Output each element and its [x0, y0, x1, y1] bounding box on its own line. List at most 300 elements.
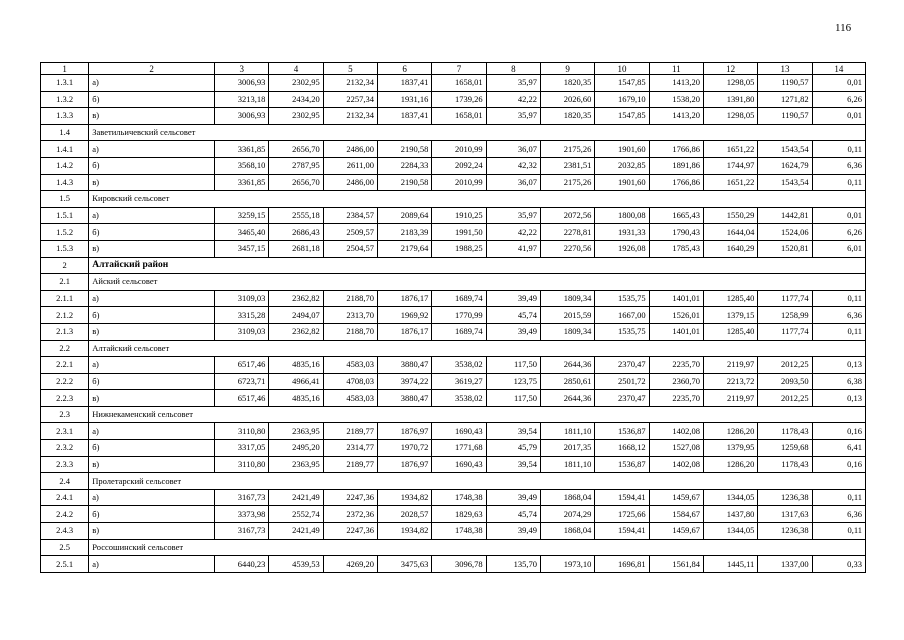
table-cell: 2302,95 — [269, 108, 323, 125]
row-code: 2.1.3 — [41, 323, 89, 340]
table-cell: 2370,47 — [595, 357, 649, 374]
table-cell: 1437,80 — [703, 506, 757, 523]
table-cell: 2028,57 — [378, 506, 432, 523]
table-cell: 3109,03 — [215, 323, 269, 340]
row-variant: в) — [89, 523, 215, 540]
table-cell: 2372,36 — [323, 506, 377, 523]
row-code: 2.3.2 — [41, 440, 89, 457]
row-code: 2.3.3 — [41, 456, 89, 473]
table-cell: 0,16 — [812, 456, 865, 473]
table-cell: 1988,25 — [432, 240, 486, 257]
table-cell: 1236,38 — [758, 489, 812, 506]
table-cell: 1790,43 — [649, 224, 703, 241]
row-code: 2.5.1 — [41, 556, 89, 573]
column-header: 13 — [758, 63, 812, 75]
table-cell: 2015,59 — [541, 307, 595, 324]
table-cell: 2010,99 — [432, 174, 486, 191]
table-cell: 0,11 — [812, 290, 865, 307]
row-code: 2.2.1 — [41, 357, 89, 374]
table-cell: 6,38 — [812, 373, 865, 390]
table-cell: 3465,40 — [215, 224, 269, 241]
table-cell: 123,75 — [486, 373, 540, 390]
group-row — [41, 191, 866, 208]
column-header: 14 — [812, 63, 865, 75]
council-name: Алтайский сельсовет — [89, 340, 866, 357]
table-cell: 2370,47 — [595, 390, 649, 407]
table-cell: 6,26 — [812, 91, 865, 108]
table-cell: 1901,60 — [595, 174, 649, 191]
table-cell: 1689,74 — [432, 323, 486, 340]
column-header: 11 — [649, 63, 703, 75]
table-cell: 2363,95 — [269, 456, 323, 473]
table-cell: 1820,35 — [541, 75, 595, 92]
row-code: 1.4 — [41, 124, 89, 141]
table-cell: 2501,72 — [595, 373, 649, 390]
table-cell: 4835,16 — [269, 390, 323, 407]
table-cell: 1800,08 — [595, 207, 649, 224]
row-code: 2.5 — [41, 539, 89, 556]
table-cell: 2188,70 — [323, 323, 377, 340]
table-cell: 0,13 — [812, 390, 865, 407]
table-cell: 6440,23 — [215, 556, 269, 573]
table-row — [41, 390, 866, 407]
table-cell: 0,01 — [812, 108, 865, 125]
table-cell: 1809,34 — [541, 323, 595, 340]
row-code: 2.4.3 — [41, 523, 89, 540]
row-code: 2.1 — [41, 274, 89, 291]
table-cell: 1520,81 — [758, 240, 812, 257]
table-row — [41, 307, 866, 324]
table-cell: 3568,10 — [215, 157, 269, 174]
table-row — [41, 157, 866, 174]
row-variant: б) — [89, 91, 215, 108]
table-cell: 2012,25 — [758, 390, 812, 407]
table-cell: 2644,36 — [541, 390, 595, 407]
table-cell: 1445,11 — [703, 556, 757, 573]
table-cell: 2190,58 — [378, 141, 432, 158]
table-cell: 3167,73 — [215, 489, 269, 506]
table-cell: 1748,38 — [432, 523, 486, 540]
table-cell: 1658,01 — [432, 108, 486, 125]
table-cell: 2434,20 — [269, 91, 323, 108]
table-cell: 35,97 — [486, 207, 540, 224]
table-cell: 1344,05 — [703, 489, 757, 506]
row-variant: в) — [89, 240, 215, 257]
table-cell: 2850,61 — [541, 373, 595, 390]
table-cell: 42,32 — [486, 157, 540, 174]
table-cell: 2644,36 — [541, 357, 595, 374]
table-cell: 2026,60 — [541, 91, 595, 108]
table-cell: 2247,36 — [323, 523, 377, 540]
group-row — [41, 340, 866, 357]
row-variant: б) — [89, 440, 215, 457]
row-variant: а) — [89, 141, 215, 158]
table-cell: 1344,05 — [703, 523, 757, 540]
table-cell: 3619,27 — [432, 373, 486, 390]
table-cell: 1561,84 — [649, 556, 703, 573]
table-cell: 3096,78 — [432, 556, 486, 573]
table-cell: 2362,82 — [269, 290, 323, 307]
table-cell: 1667,00 — [595, 307, 649, 324]
column-header: 5 — [323, 63, 377, 75]
table-cell: 2213,72 — [703, 373, 757, 390]
table-cell: 2119,97 — [703, 390, 757, 407]
group-row — [41, 473, 866, 490]
table-cell: 1285,40 — [703, 290, 757, 307]
table-row — [41, 75, 866, 92]
table-cell: 0,11 — [812, 141, 865, 158]
table-cell: 36,07 — [486, 141, 540, 158]
table-cell: 1811,10 — [541, 423, 595, 440]
table-cell: 2017,35 — [541, 440, 595, 457]
row-code: 2.2.2 — [41, 373, 89, 390]
table-cell: 3317,05 — [215, 440, 269, 457]
table-cell: 0,33 — [812, 556, 865, 573]
table-cell: 3213,18 — [215, 91, 269, 108]
table-cell: 1744,97 — [703, 157, 757, 174]
row-code: 2.4.1 — [41, 489, 89, 506]
table-cell: 1298,05 — [703, 75, 757, 92]
table-cell: 2381,51 — [541, 157, 595, 174]
row-code: 1.5.1 — [41, 207, 89, 224]
table-row — [41, 91, 866, 108]
table-cell: 4583,03 — [323, 357, 377, 374]
row-code: 1.5.2 — [41, 224, 89, 241]
row-code: 1.4.1 — [41, 141, 89, 158]
table-cell: 2132,34 — [323, 75, 377, 92]
council-name: Айский сельсовет — [89, 274, 866, 291]
table-cell: 39,54 — [486, 423, 540, 440]
table-cell: 3538,02 — [432, 357, 486, 374]
table-cell: 2495,20 — [269, 440, 323, 457]
table-cell: 2504,57 — [323, 240, 377, 257]
table-row — [41, 207, 866, 224]
row-variant: б) — [89, 307, 215, 324]
table-cell: 1926,08 — [595, 240, 649, 257]
table-cell: 6,36 — [812, 506, 865, 523]
table-cell: 6,36 — [812, 157, 865, 174]
table-cell: 2384,57 — [323, 207, 377, 224]
table-cell: 3315,28 — [215, 307, 269, 324]
column-header: 4 — [269, 63, 323, 75]
table-cell: 1178,43 — [758, 456, 812, 473]
row-variant: в) — [89, 323, 215, 340]
table-cell: 0,11 — [812, 323, 865, 340]
table-cell: 1934,82 — [378, 489, 432, 506]
table-cell: 0,01 — [812, 207, 865, 224]
table-cell: 1402,08 — [649, 456, 703, 473]
table-cell: 3974,22 — [378, 373, 432, 390]
table-cell: 3373,98 — [215, 506, 269, 523]
table-cell: 6517,46 — [215, 390, 269, 407]
table-row — [41, 224, 866, 241]
table-cell: 1931,33 — [595, 224, 649, 241]
table-cell: 2486,00 — [323, 174, 377, 191]
table-cell: 1725,66 — [595, 506, 649, 523]
table-cell: 1624,79 — [758, 157, 812, 174]
table-cell: 2189,77 — [323, 423, 377, 440]
table-cell: 1594,41 — [595, 489, 649, 506]
table-cell: 2179,64 — [378, 240, 432, 257]
table-cell: 1651,22 — [703, 174, 757, 191]
council-name: Заветильичевский сельсовет — [89, 124, 866, 141]
table-row — [41, 357, 866, 374]
table-cell: 1286,20 — [703, 423, 757, 440]
table-cell: 3110,80 — [215, 456, 269, 473]
row-code: 1.3.1 — [41, 75, 89, 92]
table-cell: 1644,04 — [703, 224, 757, 241]
table-cell: 41,97 — [486, 240, 540, 257]
table-cell: 3361,85 — [215, 174, 269, 191]
row-code: 2.1.2 — [41, 307, 89, 324]
table-cell: 135,70 — [486, 556, 540, 573]
table-cell: 1317,63 — [758, 506, 812, 523]
table-cell: 2363,95 — [269, 423, 323, 440]
table-cell: 1696,81 — [595, 556, 649, 573]
table-cell: 1651,22 — [703, 141, 757, 158]
table-cell: 2183,39 — [378, 224, 432, 241]
table-cell: 2175,26 — [541, 141, 595, 158]
table-cell: 2278,81 — [541, 224, 595, 241]
table-cell: 1820,35 — [541, 108, 595, 125]
row-code: 1.3.3 — [41, 108, 89, 125]
table-cell: 6,36 — [812, 307, 865, 324]
table-cell: 3880,47 — [378, 390, 432, 407]
row-variant: а) — [89, 357, 215, 374]
table-cell: 1236,38 — [758, 523, 812, 540]
table-cell: 2189,77 — [323, 456, 377, 473]
table-cell: 1876,97 — [378, 423, 432, 440]
table-cell: 2235,70 — [649, 357, 703, 374]
group-row — [41, 539, 866, 556]
table-cell: 1891,86 — [649, 157, 703, 174]
table-row — [41, 456, 866, 473]
table-cell: 1766,86 — [649, 174, 703, 191]
row-variant: а) — [89, 207, 215, 224]
table-row — [41, 108, 866, 125]
table-cell: 3538,02 — [432, 390, 486, 407]
table-cell: 1526,01 — [649, 307, 703, 324]
table-cell: 1811,10 — [541, 456, 595, 473]
table-row — [41, 323, 866, 340]
table-cell: 0,13 — [812, 357, 865, 374]
row-code: 1.4.3 — [41, 174, 89, 191]
column-header: 1 — [41, 63, 89, 75]
table-cell: 2656,70 — [269, 141, 323, 158]
table-cell: 4583,03 — [323, 390, 377, 407]
table-cell: 3259,15 — [215, 207, 269, 224]
table-row — [41, 489, 866, 506]
table-cell: 1535,75 — [595, 323, 649, 340]
table-cell: 1190,57 — [758, 75, 812, 92]
table-cell: 1901,60 — [595, 141, 649, 158]
table-cell: 1177,74 — [758, 323, 812, 340]
table-cell: 2010,99 — [432, 141, 486, 158]
column-header: 12 — [703, 63, 757, 75]
table-cell: 3880,47 — [378, 357, 432, 374]
table-cell: 2270,56 — [541, 240, 595, 257]
table-cell: 39,49 — [486, 489, 540, 506]
table-cell: 2611,00 — [323, 157, 377, 174]
table-cell: 1771,68 — [432, 440, 486, 457]
table-cell: 1543,54 — [758, 141, 812, 158]
table-cell: 0,11 — [812, 523, 865, 540]
district-row — [41, 257, 866, 274]
row-code: 2.2 — [41, 340, 89, 357]
table-cell: 1413,20 — [649, 108, 703, 125]
table-cell: 45,74 — [486, 307, 540, 324]
row-code: 1.3.2 — [41, 91, 89, 108]
table-cell: 4269,20 — [323, 556, 377, 573]
table-cell: 3110,80 — [215, 423, 269, 440]
table-cell: 35,97 — [486, 108, 540, 125]
row-variant: б) — [89, 224, 215, 241]
table-cell: 1809,34 — [541, 290, 595, 307]
column-header: 7 — [432, 63, 486, 75]
row-variant: а) — [89, 489, 215, 506]
table-cell: 0,01 — [812, 75, 865, 92]
row-variant: а) — [89, 75, 215, 92]
row-code: 2.4 — [41, 473, 89, 490]
row-code: 1.5 — [41, 191, 89, 208]
council-name: Кировский сельсовет — [89, 191, 866, 208]
table-cell: 1991,50 — [432, 224, 486, 241]
table-cell: 1536,87 — [595, 456, 649, 473]
table-cell: 2012,25 — [758, 357, 812, 374]
table-cell: 2132,34 — [323, 108, 377, 125]
council-name: Пролетарский сельсовет — [89, 473, 866, 490]
table-cell: 2360,70 — [649, 373, 703, 390]
table-cell: 2486,00 — [323, 141, 377, 158]
table-cell: 2421,49 — [269, 489, 323, 506]
table-cell: 2175,26 — [541, 174, 595, 191]
table-cell: 2188,70 — [323, 290, 377, 307]
table-cell: 3006,93 — [215, 108, 269, 125]
table-cell: 1177,74 — [758, 290, 812, 307]
table-cell: 36,07 — [486, 174, 540, 191]
table-cell: 1973,10 — [541, 556, 595, 573]
table-cell: 0,16 — [812, 423, 865, 440]
table-cell: 1413,20 — [649, 75, 703, 92]
table-cell: 1931,16 — [378, 91, 432, 108]
row-variant: в) — [89, 456, 215, 473]
table-cell: 2302,95 — [269, 75, 323, 92]
table-cell: 2032,85 — [595, 157, 649, 174]
table-cell: 1547,85 — [595, 108, 649, 125]
table-cell: 1538,20 — [649, 91, 703, 108]
table-cell: 2074,29 — [541, 506, 595, 523]
council-name: Нижнекаменский сельсовет — [89, 406, 866, 423]
table-cell: 1690,43 — [432, 456, 486, 473]
table-row — [41, 240, 866, 257]
table-cell: 2092,24 — [432, 157, 486, 174]
column-header: 3 — [215, 63, 269, 75]
table-cell: 3457,15 — [215, 240, 269, 257]
table-cell: 2247,36 — [323, 489, 377, 506]
row-code: 1.5.3 — [41, 240, 89, 257]
row-variant: а) — [89, 423, 215, 440]
table-cell: 1459,67 — [649, 489, 703, 506]
table-cell: 0,11 — [812, 489, 865, 506]
table-cell: 3109,03 — [215, 290, 269, 307]
table-cell: 1876,97 — [378, 456, 432, 473]
row-variant: а) — [89, 290, 215, 307]
table-cell: 2190,58 — [378, 174, 432, 191]
table-cell: 2552,74 — [269, 506, 323, 523]
table-cell: 2362,82 — [269, 323, 323, 340]
table-cell: 1285,40 — [703, 323, 757, 340]
table-cell: 2089,64 — [378, 207, 432, 224]
table-cell: 0,11 — [812, 174, 865, 191]
table-row — [41, 373, 866, 390]
table-cell: 1969,92 — [378, 307, 432, 324]
table-cell: 4966,41 — [269, 373, 323, 390]
table-cell: 2656,70 — [269, 174, 323, 191]
table-cell: 1690,43 — [432, 423, 486, 440]
table-cell: 2686,43 — [269, 224, 323, 241]
table-row — [41, 290, 866, 307]
table-cell: 6517,46 — [215, 357, 269, 374]
table-cell: 1934,82 — [378, 523, 432, 540]
table-cell: 1829,63 — [432, 506, 486, 523]
table-row — [41, 141, 866, 158]
row-variant: в) — [89, 390, 215, 407]
column-header-row — [41, 63, 866, 75]
table-cell: 35,97 — [486, 75, 540, 92]
table-cell: 2787,95 — [269, 157, 323, 174]
table-cell: 2072,56 — [541, 207, 595, 224]
table-cell: 39,49 — [486, 523, 540, 540]
table-cell: 1837,41 — [378, 108, 432, 125]
row-variant: в) — [89, 108, 215, 125]
table-cell: 1910,25 — [432, 207, 486, 224]
table-cell: 117,50 — [486, 390, 540, 407]
table-cell: 1876,17 — [378, 323, 432, 340]
table-cell: 4835,16 — [269, 357, 323, 374]
table-cell: 1584,67 — [649, 506, 703, 523]
table-cell: 1535,75 — [595, 290, 649, 307]
table-cell: 39,54 — [486, 456, 540, 473]
table-cell: 2235,70 — [649, 390, 703, 407]
table-cell: 1459,67 — [649, 523, 703, 540]
table-row — [41, 556, 866, 573]
row-code: 1.4.2 — [41, 157, 89, 174]
table-cell: 1286,20 — [703, 456, 757, 473]
table-row — [41, 506, 866, 523]
row-variant: в) — [89, 174, 215, 191]
table-cell: 2284,33 — [378, 157, 432, 174]
row-variant: б) — [89, 373, 215, 390]
table-cell: 1837,41 — [378, 75, 432, 92]
table-cell: 3475,63 — [378, 556, 432, 573]
table-cell: 1178,43 — [758, 423, 812, 440]
group-row — [41, 124, 866, 141]
table-cell: 1550,29 — [703, 207, 757, 224]
table-cell: 1679,10 — [595, 91, 649, 108]
row-code: 2.1.1 — [41, 290, 89, 307]
table-cell: 1391,80 — [703, 91, 757, 108]
table-cell: 1689,74 — [432, 290, 486, 307]
table-cell: 6,26 — [812, 224, 865, 241]
district-name: Алтайский район — [89, 257, 866, 274]
table-cell: 1739,26 — [432, 91, 486, 108]
group-row — [41, 406, 866, 423]
row-code: 2.3 — [41, 406, 89, 423]
column-header: 2 — [89, 63, 215, 75]
table-cell: 1271,82 — [758, 91, 812, 108]
table-cell: 2257,34 — [323, 91, 377, 108]
group-row — [41, 274, 866, 291]
